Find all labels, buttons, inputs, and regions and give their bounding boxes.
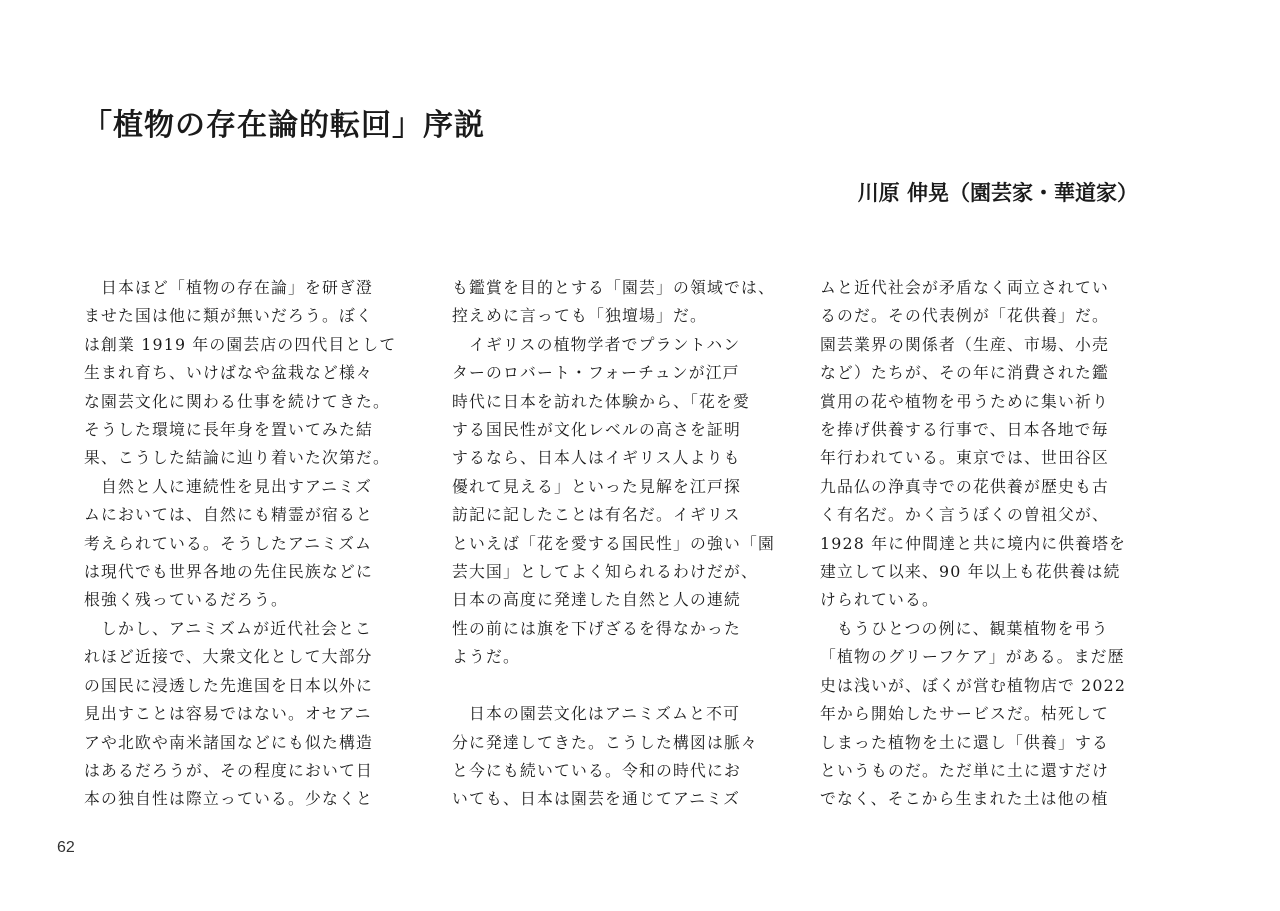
text-line: 日本の高度に発達した自然と人の連続	[452, 590, 741, 610]
text-line: イギリスの植物学者でプラントハン	[452, 334, 741, 354]
text-line: 園芸業界の関係者（生産、市場、小売	[820, 334, 1109, 354]
text-line: ムと近代社会が矛盾なく両立されてい	[820, 278, 1109, 297]
text-line	[452, 672, 772, 700]
text-line: 年から開始したサービスだ。枯死して	[820, 704, 1109, 724]
text-line: な園芸文化に関わる仕事を続けてきた。	[84, 391, 390, 411]
text-line: するなら、日本人はイギリス人よりも	[452, 448, 741, 468]
text-line: も鑑賞を目的とする「園芸」の領域では、	[452, 278, 775, 297]
text-line: 控えめに言っても「独壇場」だ。	[452, 306, 707, 326]
text-column-3	[820, 274, 1140, 814]
text-line: 賞用の花や植物を弔うために集い祈り	[820, 391, 1109, 411]
text-line: 「植物のグリーフケア」がある。まだ歴	[820, 647, 1125, 667]
text-line: 優れて見える」といった見解を江戸探	[452, 476, 741, 496]
text-line: そうした環境に長年身を置いてみた結	[84, 420, 373, 440]
page-title: 「植物の存在論的転回」序説	[82, 108, 485, 143]
text-line: 本の独自性は際立っている。少なくと	[84, 789, 373, 809]
text-line: ようだ。	[452, 647, 520, 667]
text-line: でなく、そこから生まれた土は他の植	[820, 789, 1109, 809]
text-line: 年行われている。東京では、世田谷区	[820, 448, 1109, 468]
text-line: を捧げ供養する行事で、日本各地で毎	[820, 420, 1109, 440]
text-line: 根強く残っているだろう。	[84, 590, 288, 610]
text-line: いても、日本は園芸を通じてアニミズ	[452, 789, 741, 809]
text-line: 日本ほど「植物の存在論」を研ぎ澄	[84, 278, 373, 297]
text-line: 自然と人に連続性を見出すアニミズ	[84, 476, 373, 496]
text-line: 芸大国」としてよく知られるわけだが、	[452, 562, 758, 582]
text-line: する国民性が文化レベルの高さを証明	[452, 420, 741, 440]
text-line: もうひとつの例に、観葉植物を弔う	[820, 618, 1109, 638]
text-line: ムにおいては、自然にも精霊が宿ると	[84, 505, 373, 525]
text-line: は現代でも世界各地の先住民族などに	[84, 562, 373, 582]
text-line: 建立して以来、90 年以上も花供養は続	[820, 562, 1121, 582]
text-line: など）たちが、その年に消費された鑑	[820, 363, 1109, 383]
text-line: 日本の園芸文化はアニミズムと不可	[452, 704, 741, 724]
page-number: 62	[57, 839, 75, 856]
text-line: ませた国は他に類が無いだろう。ぼく	[84, 306, 373, 326]
text-line: 見出すことは容易ではない。オセアニ	[84, 704, 372, 724]
text-line: アや北欧や南米諸国などにも似た構造	[84, 732, 373, 752]
text-line: れほど近接で、大衆文化として大部分	[84, 647, 373, 667]
text-line: の国民に浸透した先進国を日本以外に	[84, 675, 373, 695]
text-line: と今にも続いている。令和の時代にお	[452, 760, 741, 780]
author-byline: 川原 伸晃（園芸家・華道家）	[857, 181, 1138, 205]
text-line: 九品仏の浄真寺での花供養が歴史も古	[820, 476, 1109, 496]
text-line: 史は浅いが、ぼくが営む植物店で 2022	[820, 675, 1127, 695]
text-line: は創業 1919 年の園芸店の四代目として	[84, 334, 397, 354]
text-column-2	[452, 274, 775, 814]
text-line: るのだ。その代表例が「花供養」だ。	[820, 306, 1109, 326]
text-line: はあるだろうが、その程度において日	[84, 760, 373, 780]
text-line: 果、こうした結論に辿り着いた次第だ。	[84, 448, 390, 468]
text-line: ターのロバート・フォーチュンが江戸	[452, 363, 740, 383]
text-line: 分に発達してきた。こうした構図は脈々	[452, 732, 758, 752]
text-line: く有名だ。かく言うぼくの曽祖父が、	[820, 505, 1109, 525]
text-line: 性の前には旗を下げざるを得なかった	[452, 618, 741, 638]
text-line: 1928 年に仲間達と共に境内に供養塔を	[820, 533, 1127, 553]
text-line: しかし、アニミズムが近代社会とこ	[84, 618, 373, 638]
text-line: 生まれ育ち、いけばなや盆栽など様々	[84, 363, 373, 383]
text-line: しまった植物を土に還し「供養」する	[820, 732, 1109, 752]
text-line: 訪記に記したことは有名だ。イギリス	[452, 505, 741, 525]
text-line: というものだ。ただ単に土に還すだけ	[820, 760, 1109, 780]
text-line: 時代に日本を訪れた体験から、「花を愛	[452, 391, 751, 411]
text-column-1	[84, 274, 404, 814]
text-line: けられている。	[820, 590, 939, 610]
text-line: 考えられている。そうしたアニミズム	[84, 533, 373, 553]
text-line: といえば「花を愛する国民性」の強い「園	[452, 533, 775, 553]
